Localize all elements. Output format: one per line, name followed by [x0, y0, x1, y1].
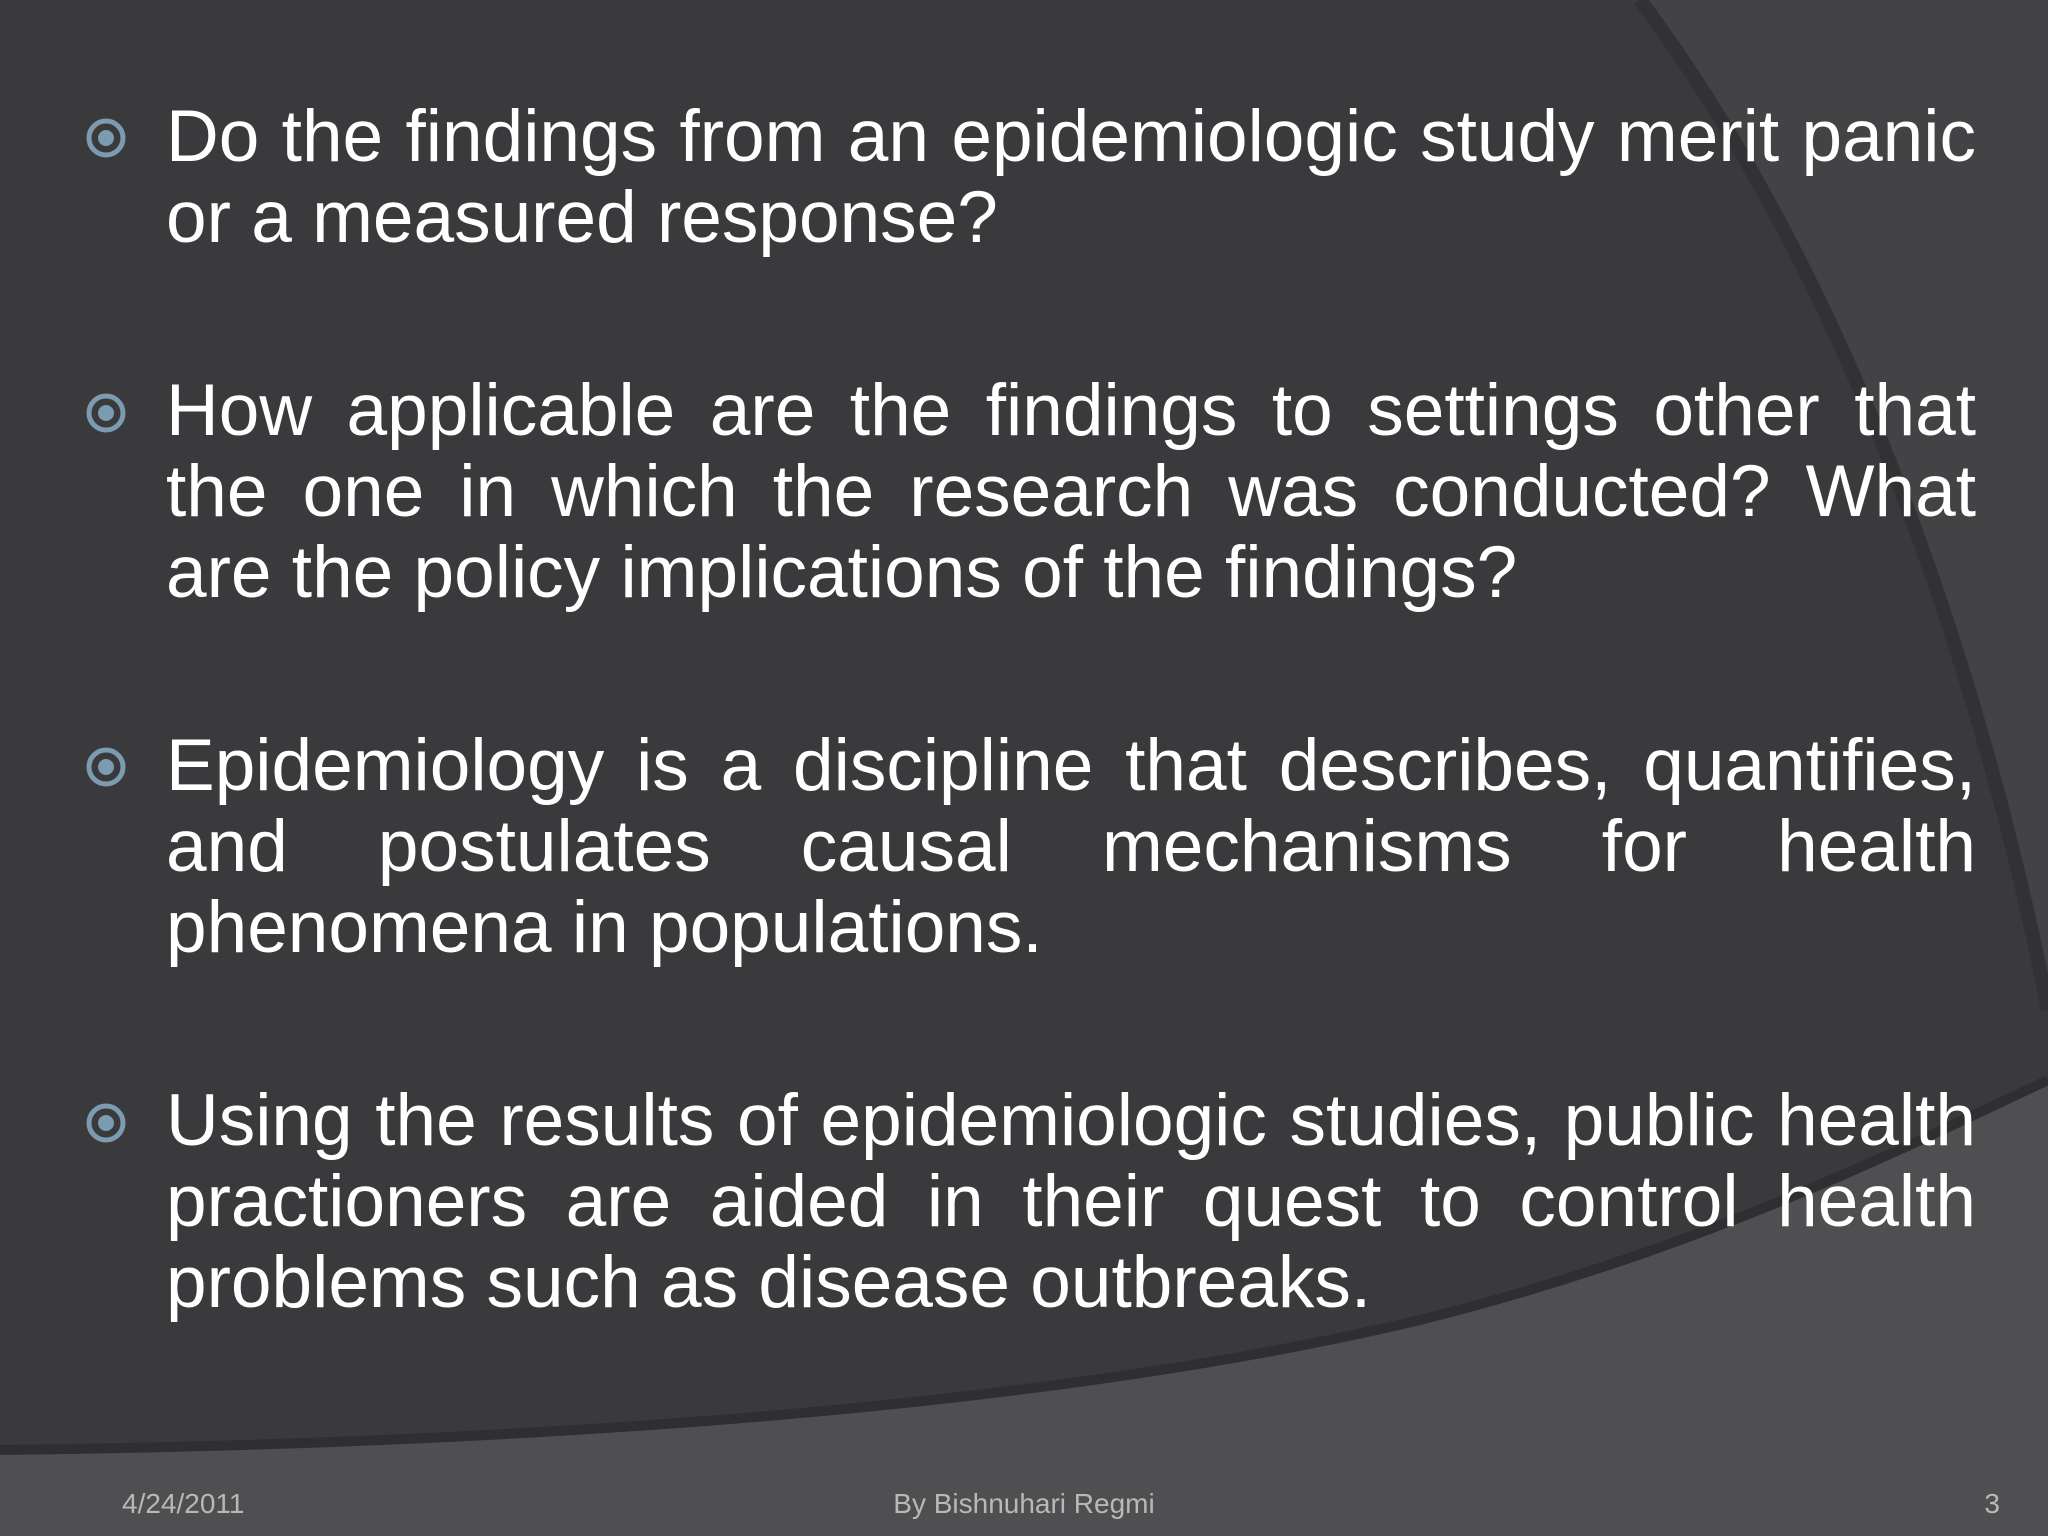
circle-dot-icon — [84, 1101, 128, 1145]
bullet-text: How applicable are the findings to settings other that the one in which the research was conducted? What are the policy implications of the findings? — [166, 370, 1976, 613]
footer-date: 4/24/2011 — [122, 1488, 245, 1519]
bullet-text: Epidemiology is a discipline that describes, quantifies, and postulates causal mechanisms for health phenomena in populations. — [166, 725, 1976, 968]
bullet-text: Do the findings from an epidemiologic study merit panic or a measured response? — [166, 96, 1976, 258]
bullet-text: Using the results of epidemiologic studies, public health practioners are aided in their quest to control health problems such as disease outbreaks. — [166, 1080, 1976, 1323]
circle-dot-icon — [84, 116, 128, 160]
footer-author: By Bishnuhari Regmi — [893, 1488, 1155, 1519]
page-number: 3 — [1984, 1488, 2000, 1519]
circle-dot-icon — [84, 745, 128, 789]
circle-dot-icon — [84, 391, 128, 435]
